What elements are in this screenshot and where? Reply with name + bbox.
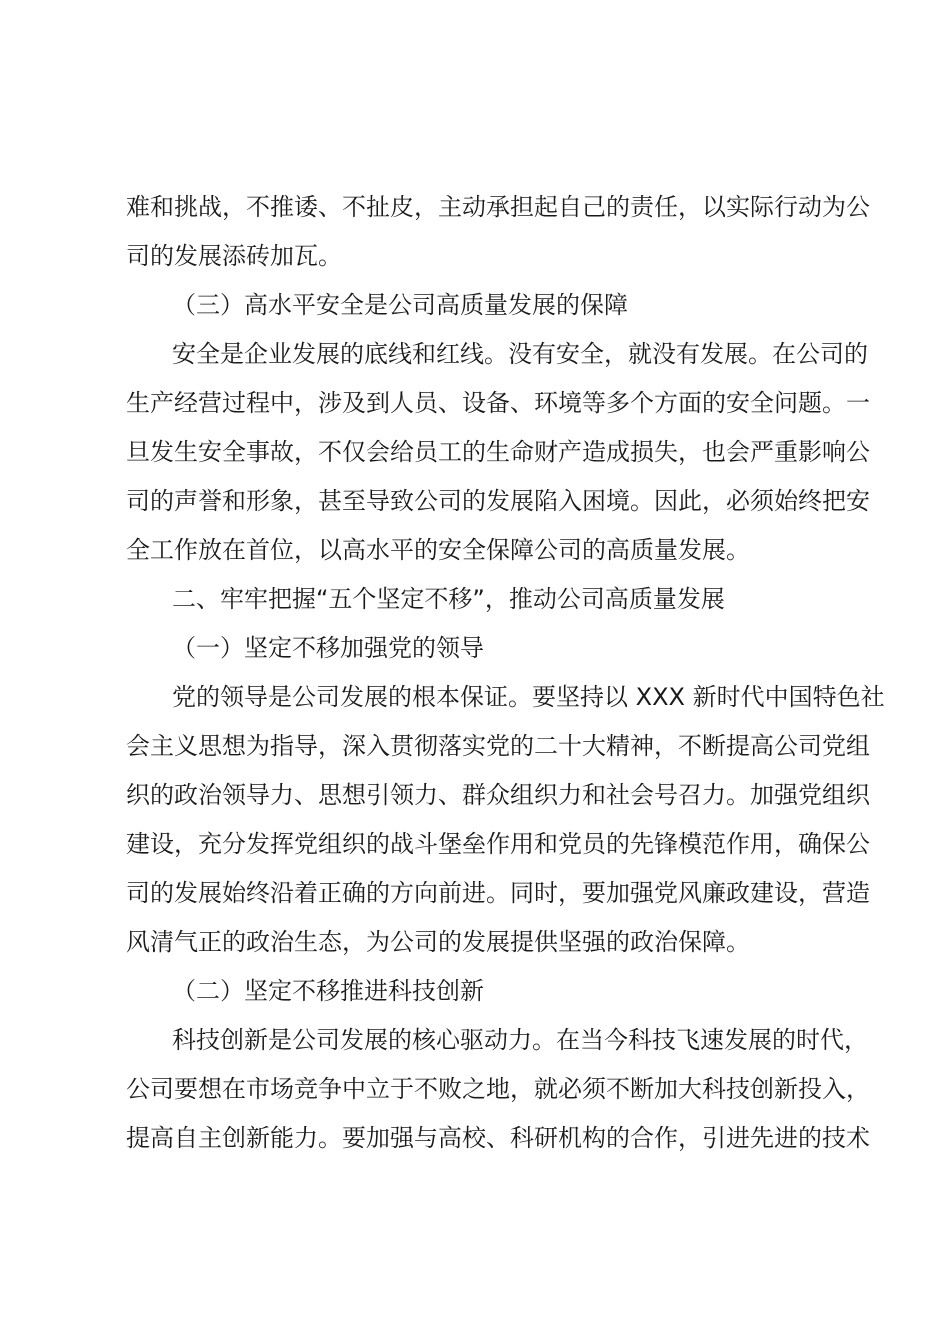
paragraph-line: 难和挑战，不推诿、不扯皮，主动承担起自己的责任，以实际行动为公 [126, 193, 870, 221]
paragraph-line: 司的发展添砖加瓦。 [126, 242, 342, 270]
paragraph-line: 司的声誉和形象，甚至导致公司的发展陷入困境。因此，必须始终把安 [126, 487, 870, 515]
paragraph-line: 建设，充分发挥党组织的战斗堡垒作用和党员的先锋模范作用，确保公 [126, 830, 870, 858]
paragraph-line: 科技创新是公司发展的核心驱动力。在当今科技飞速发展的时代， [172, 1026, 868, 1054]
paragraph-line: 司的发展始终沿着正确的方向前进。同时，要加强党风廉政建设，营造 [126, 879, 870, 907]
paragraph-line: 安全是企业发展的底线和红线。没有安全，就没有发展。在公司的 [172, 340, 868, 368]
paragraph-line: 旦发生安全事故，不仅会给员工的生命财产造成损失，也会严重影响公 [126, 438, 870, 466]
paragraph-line: 会主义思想为指导，深入贯彻落实党的二十大精神，不断提高公司党组 [126, 732, 870, 760]
section-heading: （三）高水平安全是公司高质量发展的保障 [172, 291, 628, 319]
paragraph-line: 公司要想在市场竞争中立于不败之地，就必须不断加大科技创新投入， [126, 1075, 870, 1103]
paragraph-line: 提高自主创新能力。要加强与高校、科研机构的合作，引进先进的技术 [126, 1124, 870, 1152]
paragraph-line: 织的政治领导力、思想引领力、群众组织力和社会号召力。加强党组织 [126, 781, 870, 809]
chapter-heading: 二、牢牢把握“五个坚定不移”，推动公司高质量发展 [172, 585, 725, 613]
paragraph-line: 全工作放在首位，以高水平的安全保障公司的高质量发展。 [126, 536, 750, 564]
section-heading: （二）坚定不移推进科技创新 [172, 977, 484, 1005]
paragraph-line: 党的领导是公司发展的根本保证。要坚持以 XXX 新时代中国特色社 [172, 683, 885, 711]
paragraph-line: 风清气正的政治生态，为公司的发展提供坚强的政治保障。 [126, 928, 750, 956]
paragraph-line: 生产经营过程中，涉及到人员、设备、环境等多个方面的安全问题。一 [126, 389, 870, 417]
section-heading: （一）坚定不移加强党的领导 [172, 634, 484, 662]
